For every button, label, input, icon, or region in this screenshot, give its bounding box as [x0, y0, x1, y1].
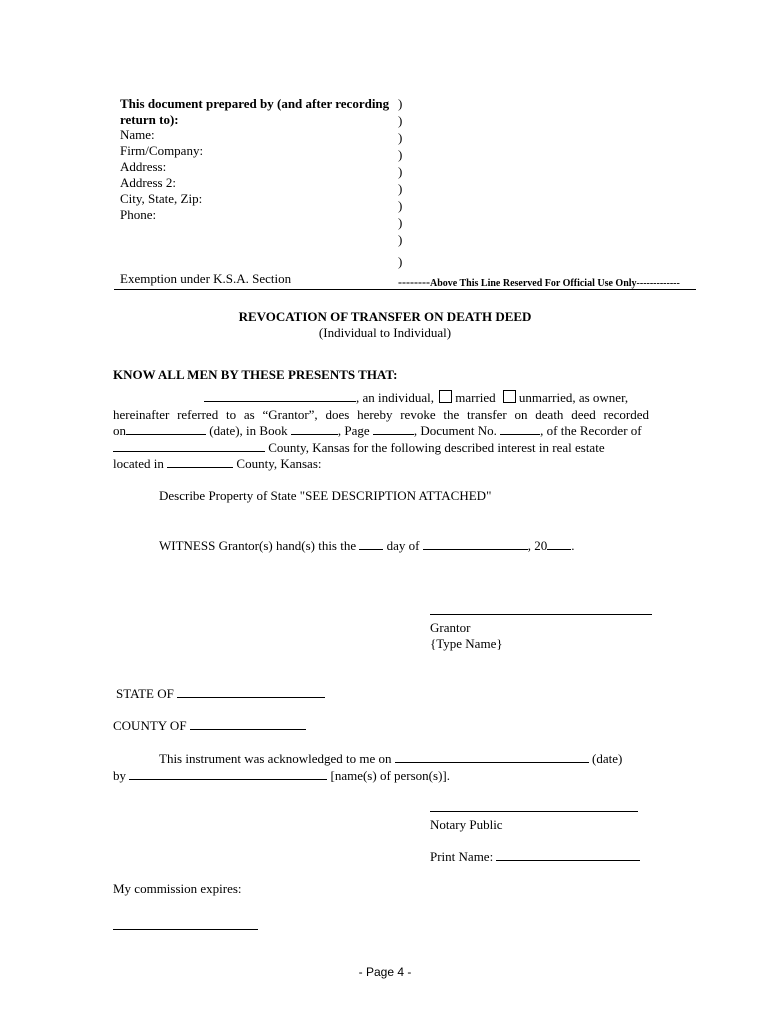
- on-text: on: [113, 423, 126, 438]
- witness-year-blank[interactable]: [547, 538, 571, 550]
- notary-public-label: Notary Public: [430, 817, 503, 832]
- field-address2-label: Address 2:: [120, 175, 176, 190]
- individual-text: , an individual,: [356, 390, 434, 405]
- date-label: (date): [592, 751, 623, 766]
- recorded-date-blank[interactable]: [126, 423, 206, 435]
- property-description: Describe Property of State "SEE DESCRIPTION ATTACHED": [159, 488, 492, 503]
- witness-text: WITNESS Grantor(s) hand(s) this the: [159, 538, 357, 553]
- commission-expires-line[interactable]: [113, 929, 258, 930]
- field-firm-label: Firm/Company:: [120, 143, 204, 158]
- state-of-label: STATE OF: [116, 686, 174, 701]
- commission-expires-label: My commission expires:: [113, 881, 242, 896]
- grantor-type-name: {Type Name}: [430, 636, 503, 651]
- reserved-line-label: [398, 275, 680, 290]
- located-line: [113, 456, 322, 472]
- county-line: [113, 440, 605, 456]
- reserved-divider: [114, 289, 696, 290]
- field-city-label: City, State, Zip:: [120, 191, 203, 206]
- field-address-label: Address:: [120, 159, 167, 174]
- page-number: - Page 4 -: [358, 965, 412, 979]
- acknowledged-date-blank[interactable]: [395, 751, 589, 763]
- recording-line: [113, 423, 642, 439]
- document-no-blank[interactable]: [500, 423, 540, 435]
- know-all-heading: KNOW ALL MEN BY THESE PRESENTS THAT:: [113, 367, 398, 382]
- by-label: by: [113, 768, 126, 783]
- paren: ): [398, 96, 403, 111]
- unmarried-label: unmarried, as owner,: [518, 390, 629, 405]
- field-name-label: Name:: [120, 127, 155, 142]
- recorder-county-blank[interactable]: [113, 440, 265, 452]
- grantor-name-blank[interactable]: [204, 390, 356, 402]
- exemption-label: Exemption under K.S.A. Section: [120, 271, 292, 286]
- revoke-line: hereinafter referred to as “Grantor”, does hereby revoke the transfer on death deed recorded: [113, 407, 649, 422]
- paren: ): [398, 130, 403, 145]
- grantor-line: [204, 390, 628, 406]
- located-county-blank[interactable]: [167, 456, 233, 468]
- paren: ): [398, 198, 403, 213]
- county-kansas-text: County, Kansas for the following described interest in real estate: [268, 440, 605, 455]
- by-line: [113, 768, 450, 784]
- field-phone-label: Phone:: [120, 207, 157, 222]
- reserved-text: Above This Line Reserved For Official Use Only-------------: [429, 278, 680, 289]
- state-of-line: [116, 686, 325, 702]
- paren: ): [398, 147, 403, 162]
- print-name-blank[interactable]: [496, 849, 640, 861]
- day-of-text: day of: [386, 538, 420, 553]
- paren: ): [398, 164, 403, 179]
- date-book-text: (date), in Book: [209, 423, 288, 438]
- county-of-line: [113, 718, 306, 734]
- paren: ): [398, 113, 403, 128]
- located-in-text: located in: [113, 456, 164, 471]
- unmarried-checkbox[interactable]: [503, 390, 516, 403]
- witness-month-blank[interactable]: [423, 538, 528, 550]
- paren: ): [398, 215, 403, 230]
- state-blank[interactable]: [177, 686, 325, 698]
- year-prefix-text: , 20: [527, 538, 548, 553]
- paren: ): [398, 254, 403, 269]
- married-label: married: [455, 390, 496, 405]
- prepared-by-heading-cont: return to):: [120, 112, 179, 127]
- acknowledgment-line: [159, 751, 622, 767]
- county-kansas-text-2: County, Kansas:: [236, 456, 322, 471]
- print-name-line: [430, 849, 640, 865]
- witness-line: [159, 538, 575, 554]
- page-text: , Page: [337, 423, 370, 438]
- reserved-dashes: --------: [398, 275, 430, 289]
- page-blank[interactable]: [373, 423, 414, 435]
- period-text: .: [571, 538, 575, 553]
- book-blank[interactable]: [291, 423, 338, 435]
- county-of-label: COUNTY OF: [113, 718, 187, 733]
- document-subtitle: (Individual to Individual): [318, 325, 452, 340]
- married-checkbox[interactable]: [439, 390, 452, 403]
- notary-signature-line[interactable]: [430, 811, 638, 812]
- recorder-text: , of the Recorder of: [540, 423, 642, 438]
- grantor-label: Grantor: [430, 620, 471, 635]
- person-names-blank[interactable]: [129, 768, 327, 780]
- document-no-text: , Document No.: [413, 423, 497, 438]
- names-label: [name(s) of person(s)].: [330, 768, 450, 783]
- acknowledged-text: This instrument was acknowledged to me on: [159, 751, 392, 766]
- paren: ): [398, 232, 403, 247]
- grantor-signature-line[interactable]: [430, 614, 652, 615]
- document-title: REVOCATION OF TRANSFER ON DEATH DEED: [238, 309, 532, 324]
- notary-county-blank[interactable]: [190, 718, 306, 730]
- prepared-by-heading: This document prepared by (and after recording: [120, 96, 390, 111]
- paren: ): [398, 181, 403, 196]
- witness-day-blank[interactable]: [359, 538, 383, 550]
- print-name-label: Print Name:: [430, 849, 494, 864]
